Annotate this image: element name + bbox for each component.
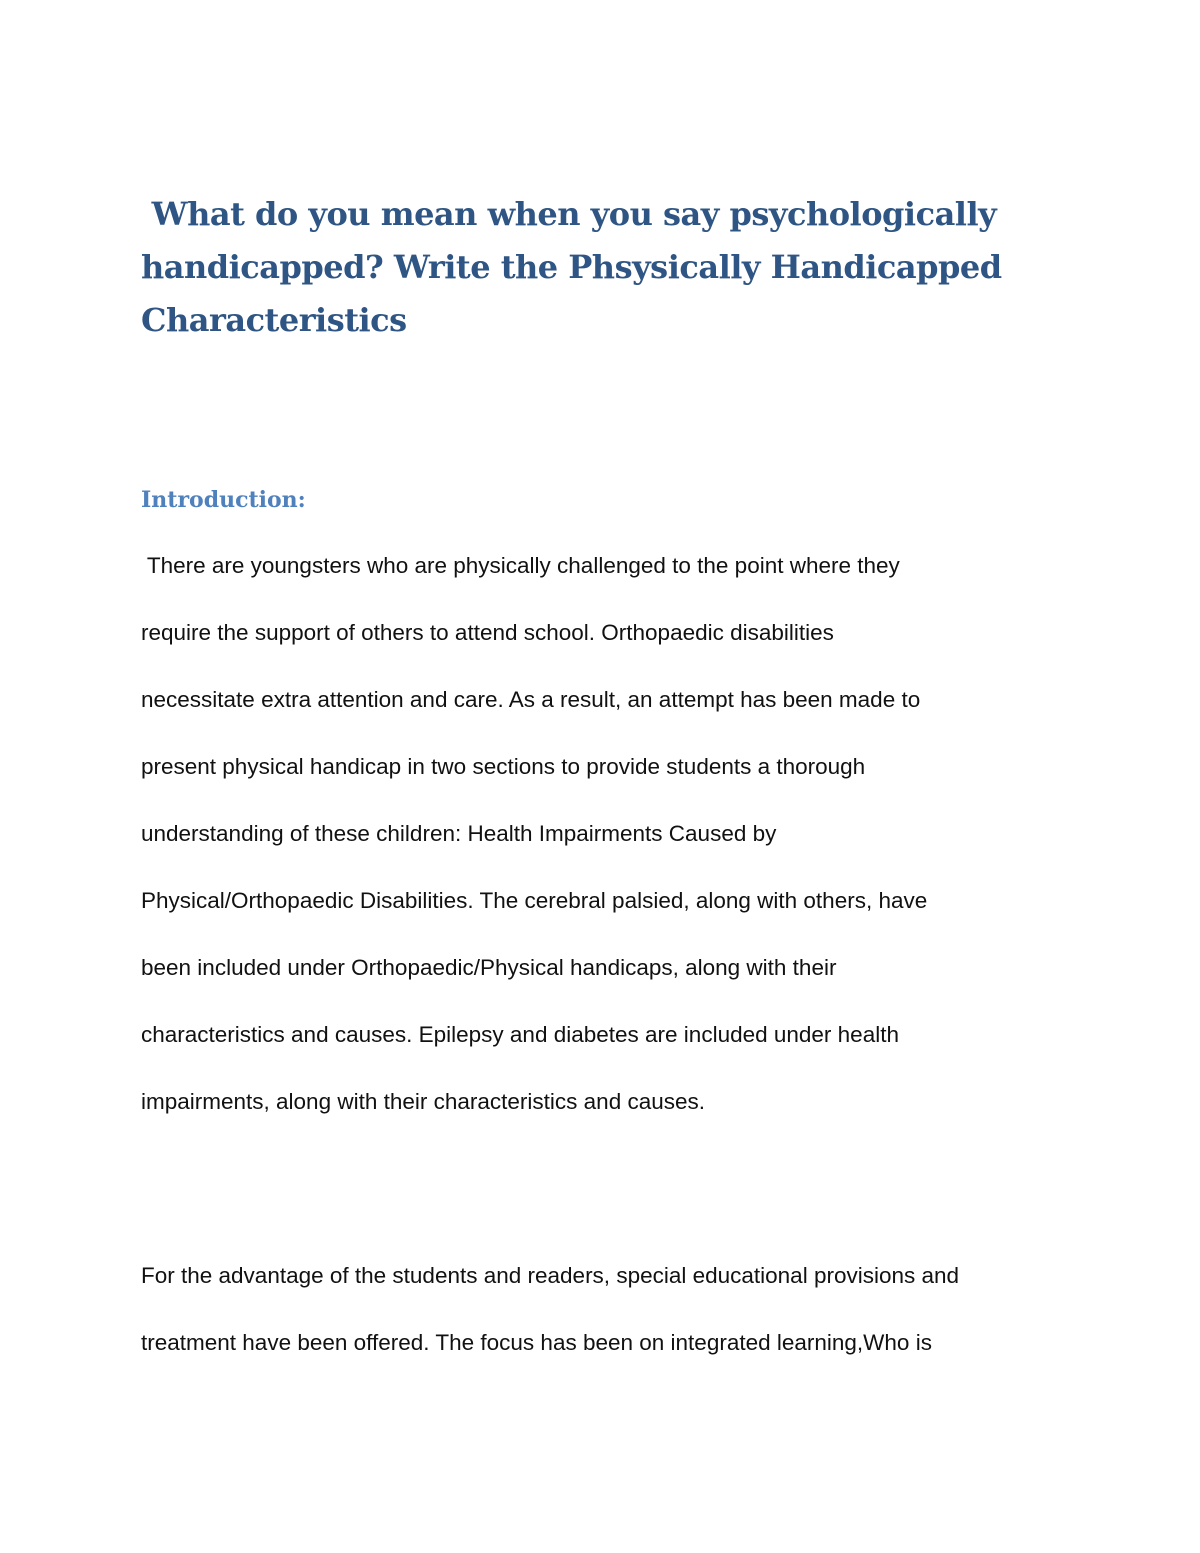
paragraph-line: There are youngsters who are physically challenged to the point where they (141, 553, 900, 578)
title-line: handicapped? Write the Phsysically Handicapped (141, 248, 1002, 286)
document-title (141, 188, 1081, 347)
title-line: Characteristics (141, 301, 407, 339)
paragraph-line: treatment have been offered. The focus has been on integrated learning,Who is (141, 1330, 932, 1355)
paragraph-line: understanding of these children: Health Impairments Caused by (141, 821, 777, 846)
paragraph-line: For the advantage of the students and readers, special educational provisions and (141, 1263, 960, 1288)
paragraph-line: Physical/Orthopaedic Disabilities. The cerebral palsied, along with others, have (141, 888, 928, 913)
paragraph-line: require the support of others to attend school. Orthopaedic disabilities (141, 620, 834, 645)
paragraph-line: impairments, along with their characteristics and causes. (141, 1089, 705, 1114)
section-heading-introduction: Introduction: (141, 487, 306, 513)
paragraph-line: necessitate extra attention and care. As a result, an attempt has been made to (141, 687, 921, 712)
paragraph-line: present physical handicap in two sections to provide students a thorough (141, 754, 866, 779)
title-line: What do you mean when you say psychologically (141, 195, 997, 233)
paragraph-line: characteristics and causes. Epilepsy and diabetes are included under health (141, 1022, 899, 1047)
introduction-paragraph (141, 532, 927, 1135)
paragraph-line: been included under Orthopaedic/Physical handicaps, along with their (141, 955, 837, 980)
provisions-paragraph (141, 1242, 959, 1376)
